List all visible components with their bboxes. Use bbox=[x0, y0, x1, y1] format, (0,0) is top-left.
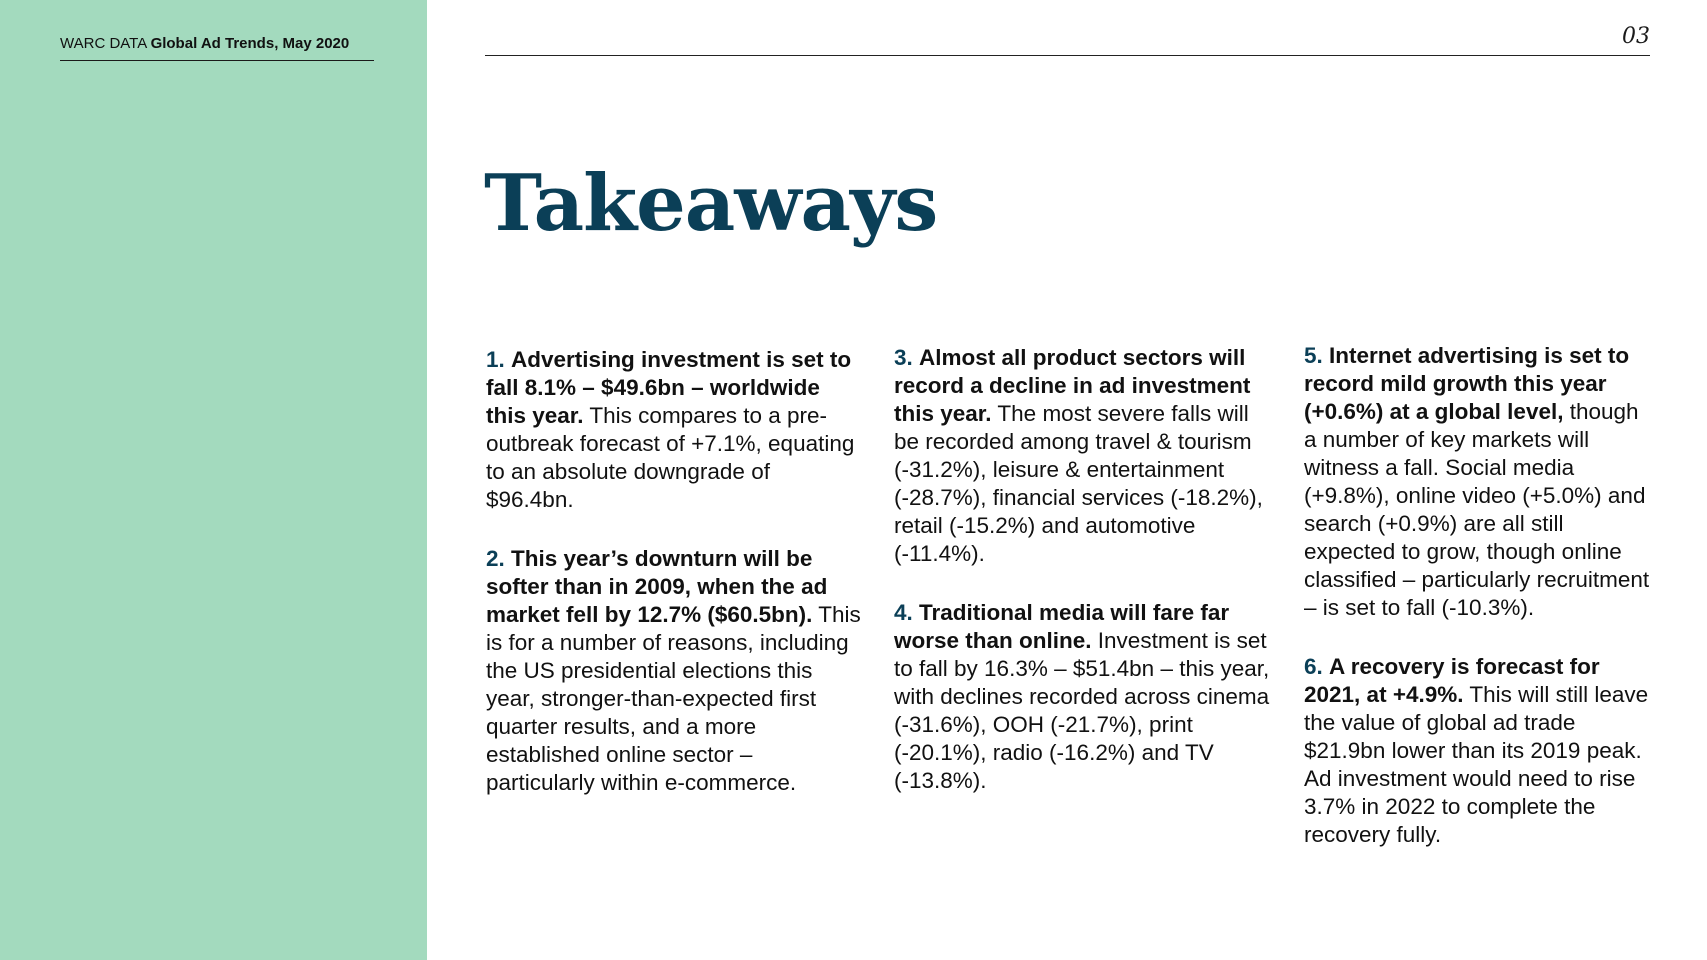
takeaway-item bbox=[894, 599, 1274, 795]
top-divider bbox=[485, 55, 1650, 56]
report-header bbox=[60, 34, 374, 61]
takeaway-number: 6. bbox=[1304, 654, 1323, 679]
takeaway-body: The most severe falls will be recorded among travel & tourism (-31.2%), leisure & entertainment (-28.7%), financial services (-18.2%), retail (-15.2%) and automotive (-11.4%). bbox=[894, 401, 1263, 566]
takeaway-item bbox=[486, 346, 861, 514]
takeaway-heading: Internet advertising is set to record mild growth this year (+0.6%) at a global level, bbox=[1304, 343, 1630, 424]
takeaway-body: This compares to a pre-outbreak forecast of +7.1%, equating to an absolute downgrade of $96.4bn. bbox=[486, 403, 855, 512]
left-color-band bbox=[0, 0, 427, 960]
takeaway-item bbox=[1304, 653, 1656, 849]
takeaway-number: 1. bbox=[486, 347, 505, 372]
takeaway-body: This will still leave the value of global ad trade $21.9bn lower than its 2019 peak. Ad investment would need to rise 3.7% in 2022 to complete the recovery fully. bbox=[1304, 682, 1649, 847]
page-title: Takeaways bbox=[484, 158, 938, 249]
takeaways-column-2 bbox=[894, 344, 1274, 826]
brand-prefix: WARC DATA bbox=[60, 35, 147, 52]
takeaway-item bbox=[1304, 342, 1656, 622]
takeaway-item bbox=[894, 344, 1274, 568]
takeaway-heading: This year’s downturn will be softer than in 2009, when the ad market fell by 12.7% ($60.5bn). bbox=[486, 546, 828, 627]
takeaways-column-3 bbox=[1304, 342, 1656, 880]
takeaway-number: 5. bbox=[1304, 343, 1323, 368]
takeaway-heading: Advertising investment is set to fall 8.1% – $49.6bn – worldwide this year. bbox=[486, 347, 852, 428]
takeaway-body: This is for a number of reasons, including the US presidential elections this year, stronger-than-expected first quarter results, and a more established online sector – particularly within e-commerce. bbox=[486, 602, 861, 795]
takeaway-number: 2. bbox=[486, 546, 505, 571]
takeaway-heading: Almost all product sectors will record a decline in ad investment this year. bbox=[894, 345, 1251, 426]
report-title: Global Ad Trends, May 2020 bbox=[150, 35, 350, 52]
takeaways-column-1 bbox=[486, 346, 861, 828]
takeaway-heading: A recovery is forecast for 2021, at +4.9%. bbox=[1304, 654, 1600, 707]
takeaway-number: 4. bbox=[894, 600, 913, 625]
takeaway-body: though a number of key markets will witness a fall. Social media (+9.8%), online video (+5.0%) and search (+0.9%) are all still expected to grow, though online classified – particularly recruitment – is set to fall (-10.3%). bbox=[1304, 399, 1650, 620]
takeaway-body: Investment is set to fall by 16.3% – $51.4bn – this year, with declines recorded across cinema (-31.6%), OOH (-21.7%), print (-20.1%), radio (-16.2%) and TV (-13.8%). bbox=[894, 628, 1270, 793]
page-number: 03 bbox=[1622, 24, 1650, 49]
takeaway-number: 3. bbox=[894, 345, 913, 370]
takeaway-item bbox=[486, 545, 861, 797]
takeaway-heading: Traditional media will fare far worse than online. bbox=[894, 600, 1230, 653]
